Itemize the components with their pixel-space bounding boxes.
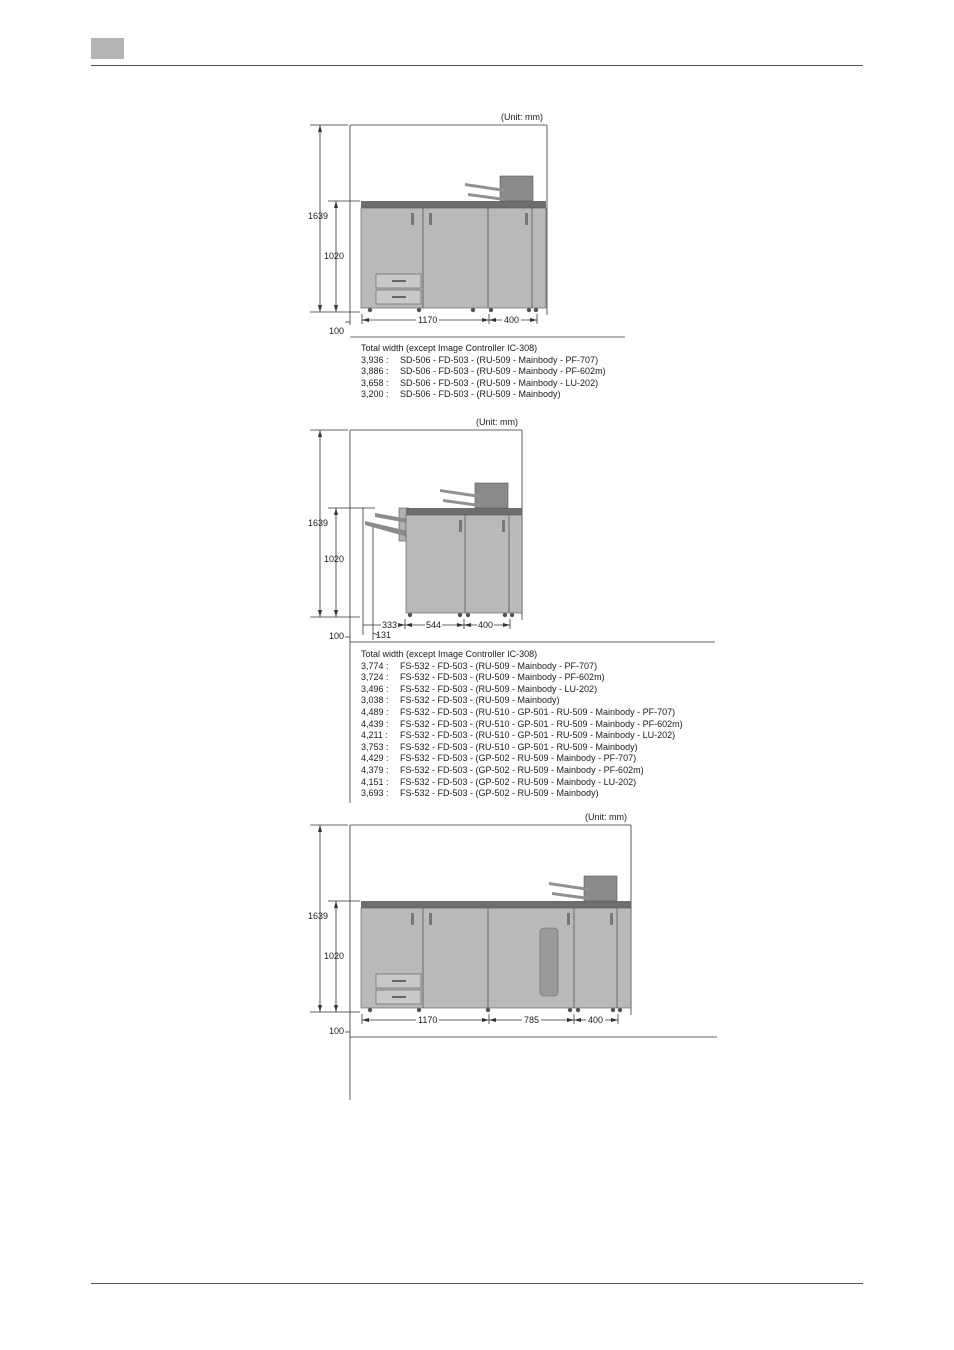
config-row: 3,774 : FS-532 - FD-503 - (RU-509 - Mainbody - PF-707)	[361, 660, 598, 671]
config-row: 3,724 : FS-532 - FD-503 - (RU-509 - Mainbody - PF-602m)	[361, 672, 605, 683]
total-width-caption	[361, 343, 606, 401]
height-body-label: 1020	[324, 251, 345, 261]
config-row: 3,753 : FS-532 - FD-503 - (RU-510 - GP-501 - RU-509 - Mainbody)	[361, 741, 638, 752]
caption-title: Total width (except Image Controller IC-308)	[361, 649, 538, 659]
config-row: 4,489 : FS-532 - FD-503 - (RU-510 - GP-501 - RU-509 - Mainbody - PF-707)	[361, 706, 676, 717]
config-row: 3,200 : SD-506 - FD-503 - (RU-509 - Mainbody)	[361, 389, 561, 400]
machine-drawing-3	[300, 810, 720, 1105]
footer-rule	[91, 1283, 863, 1284]
config-row: 4,151 : FS-532 - FD-503 - (GP-502 - RU-509 - Mainbody - LU-202)	[361, 776, 637, 787]
width-label: 400	[588, 1015, 604, 1025]
width-label: 333	[382, 620, 398, 630]
width-label: 400	[478, 620, 494, 630]
dimension-diagram-1	[300, 110, 630, 410]
config-row: 4,439 : FS-532 - FD-503 - (RU-510 - GP-501 - RU-509 - Mainbody - PF-602m)	[361, 718, 683, 729]
total-width-caption	[361, 649, 683, 800]
config-row: 3,936 : SD-506 - FD-503 - (RU-509 - Mainbody - PF-707)	[361, 354, 599, 365]
offset-label: 100	[329, 631, 345, 641]
header-rule	[91, 65, 863, 66]
config-row: 4,429 : FS-532 - FD-503 - (GP-502 - RU-509 - Mainbody - PF-707)	[361, 753, 637, 764]
caption-title: Total width (except Image Controller IC-308)	[361, 343, 538, 353]
config-row: 3,496 : FS-532 - FD-503 - (RU-509 - Mainbody - LU-202)	[361, 683, 598, 694]
config-row: 4,379 : FS-532 - FD-503 - (GP-502 - RU-509 - Mainbody - PF-602m)	[361, 764, 644, 775]
offset-label: 100	[329, 326, 345, 336]
width-label: 1170	[418, 315, 438, 325]
width-label: 544	[426, 620, 442, 630]
config-row: 3,658 : SD-506 - FD-503 - (RU-509 - Mainbody - LU-202)	[361, 377, 599, 388]
height-total-label: 1639	[308, 518, 329, 528]
dimension-diagram-2	[300, 415, 720, 805]
config-row: 3,693 : FS-532 - FD-503 - (GP-502 - RU-509 - Mainbody)	[361, 788, 599, 799]
dimension-diagram-3	[300, 810, 720, 1105]
unit-label: (Unit: mm)	[585, 812, 627, 822]
width-label: 400	[504, 315, 520, 325]
offset-label: 100	[329, 1026, 345, 1036]
width-label: 785	[524, 1015, 540, 1025]
height-total-label: 1639	[308, 211, 329, 221]
sub-offset-label: 131	[376, 630, 392, 640]
unit-label: (Unit: mm)	[476, 417, 518, 427]
width-label: 1170	[418, 1015, 438, 1025]
height-body-label: 1020	[324, 951, 345, 961]
height-total-label: 1639	[308, 911, 329, 921]
config-row: 3,038 : FS-532 - FD-503 - (RU-509 - Mainbody)	[361, 695, 560, 706]
unit-label: (Unit: mm)	[501, 112, 543, 122]
config-row: 3,886 : SD-506 - FD-503 - (RU-509 - Mainbody - PF-602m)	[361, 366, 606, 377]
height-body-label: 1020	[324, 554, 345, 564]
page-tab	[91, 38, 124, 59]
config-row: 4,211 : FS-532 - FD-503 - (RU-510 - GP-501 - RU-509 - Mainbody - LU-202)	[361, 730, 676, 741]
